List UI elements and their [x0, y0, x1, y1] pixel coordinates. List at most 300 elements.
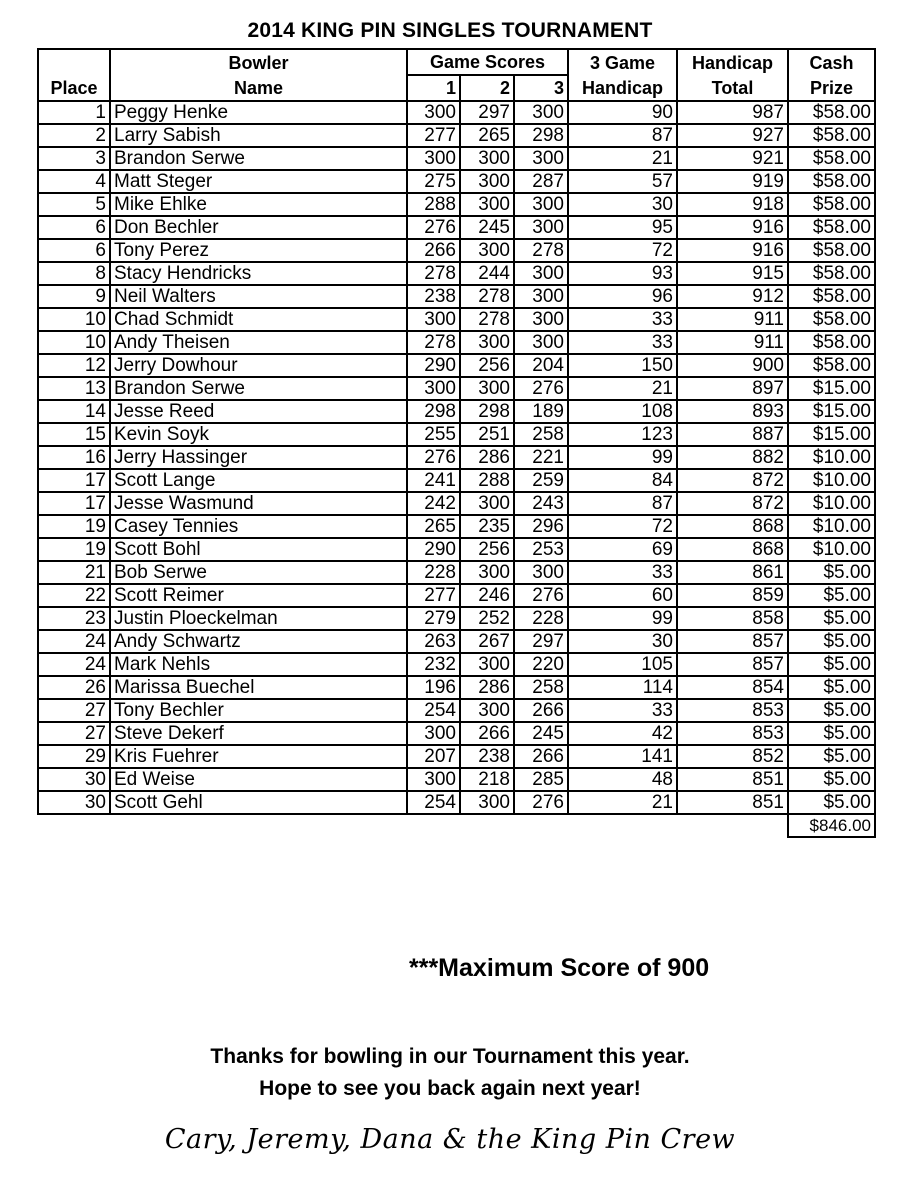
handicap-cell: 87: [568, 124, 677, 147]
header-row-top: [38, 49, 875, 75]
total-cell: 858: [677, 607, 788, 630]
header-game-scores: Game Scores: [407, 49, 568, 75]
table-row: [38, 584, 875, 607]
prize-cell: $5.00: [788, 699, 875, 722]
place-cell: 13: [38, 377, 110, 400]
game-2-cell: 300: [460, 492, 514, 515]
blank-cell: [38, 814, 788, 837]
header-total-top: Handicap: [677, 49, 788, 75]
prize-cell: $10.00: [788, 515, 875, 538]
game-3-cell: 259: [514, 469, 568, 492]
game-2-cell: 256: [460, 354, 514, 377]
game-1-cell: 228: [407, 561, 460, 584]
bowler-name-cell: Scott Bohl: [110, 538, 407, 561]
game-2-cell: 278: [460, 285, 514, 308]
total-cell: 853: [677, 722, 788, 745]
handicap-cell: 95: [568, 216, 677, 239]
table-row: [38, 170, 875, 193]
handicap-cell: 87: [568, 492, 677, 515]
header-row-bottom: [38, 75, 875, 101]
game-3-cell: 300: [514, 216, 568, 239]
total-cell: 919: [677, 170, 788, 193]
game-2-cell: 286: [460, 446, 514, 469]
game-1-cell: 241: [407, 469, 460, 492]
game-3-cell: 276: [514, 791, 568, 814]
prize-cell: $58.00: [788, 308, 875, 331]
bowler-name-cell: Mark Nehls: [110, 653, 407, 676]
handicap-cell: 30: [568, 193, 677, 216]
game-1-cell: 300: [407, 147, 460, 170]
handicap-cell: 33: [568, 699, 677, 722]
table-row: [38, 699, 875, 722]
prize-cell: $5.00: [788, 630, 875, 653]
game-2-cell: 300: [460, 561, 514, 584]
game-1-cell: 242: [407, 492, 460, 515]
total-cell: 861: [677, 561, 788, 584]
game-1-cell: 276: [407, 446, 460, 469]
handicap-cell: 90: [568, 101, 677, 124]
table-row: [38, 423, 875, 446]
game-1-cell: 254: [407, 791, 460, 814]
table-row: [38, 308, 875, 331]
game-1-cell: 207: [407, 745, 460, 768]
place-cell: 27: [38, 699, 110, 722]
total-cell: 911: [677, 331, 788, 354]
table-row: [38, 653, 875, 676]
place-cell: 30: [38, 791, 110, 814]
total-cell: 921: [677, 147, 788, 170]
table-row: [38, 492, 875, 515]
prize-cell: $5.00: [788, 584, 875, 607]
game-1-cell: 300: [407, 377, 460, 400]
game-2-cell: 246: [460, 584, 514, 607]
thanks-line-2: Hope to see you back again next year!: [259, 1077, 641, 1100]
handicap-cell: 33: [568, 331, 677, 354]
game-1-cell: 300: [407, 101, 460, 124]
table-row: [38, 216, 875, 239]
place-cell: 27: [38, 722, 110, 745]
game-2-cell: 286: [460, 676, 514, 699]
game-2-cell: 267: [460, 630, 514, 653]
place-cell: 17: [38, 469, 110, 492]
game-3-cell: 276: [514, 584, 568, 607]
bowler-name-cell: Brandon Serwe: [110, 377, 407, 400]
game-2-cell: 300: [460, 170, 514, 193]
place-cell: 8: [38, 262, 110, 285]
game-2-cell: 300: [460, 193, 514, 216]
total-cell: 857: [677, 653, 788, 676]
game-3-cell: 285: [514, 768, 568, 791]
prize-cell: $5.00: [788, 722, 875, 745]
game-2-cell: 297: [460, 101, 514, 124]
place-cell: 16: [38, 446, 110, 469]
total-cell: 915: [677, 262, 788, 285]
total-cell: 868: [677, 515, 788, 538]
game-3-cell: 266: [514, 699, 568, 722]
bowler-name-cell: Chad Schmidt: [110, 308, 407, 331]
bowler-name-cell: Peggy Henke: [110, 101, 407, 124]
prize-cell: $58.00: [788, 331, 875, 354]
header-game-3: 3: [514, 75, 568, 101]
table-row: [38, 124, 875, 147]
handicap-cell: 33: [568, 308, 677, 331]
prize-cell: $58.00: [788, 170, 875, 193]
game-2-cell: 300: [460, 653, 514, 676]
handicap-cell: 114: [568, 676, 677, 699]
table-row: [38, 193, 875, 216]
table-row: [38, 768, 875, 791]
game-3-cell: 300: [514, 147, 568, 170]
place-cell: 6: [38, 216, 110, 239]
place-cell: 2: [38, 124, 110, 147]
prize-total-row: [38, 814, 875, 837]
bowler-name-cell: Mike Ehlke: [110, 193, 407, 216]
results-table: [37, 48, 876, 838]
bowler-name-cell: Don Bechler: [110, 216, 407, 239]
game-1-cell: 290: [407, 354, 460, 377]
table-row: [38, 331, 875, 354]
bowler-name-cell: Jerry Dowhour: [110, 354, 407, 377]
header-prize-top: Cash: [788, 49, 875, 75]
game-1-cell: 300: [407, 768, 460, 791]
place-cell: 29: [38, 745, 110, 768]
thanks-message: [0, 1041, 900, 1105]
game-2-cell: 251: [460, 423, 514, 446]
game-3-cell: 221: [514, 446, 568, 469]
game-3-cell: 296: [514, 515, 568, 538]
place-cell: 9: [38, 285, 110, 308]
game-1-cell: 277: [407, 124, 460, 147]
header-place-top: [38, 49, 110, 75]
table-row: [38, 446, 875, 469]
game-3-cell: 300: [514, 331, 568, 354]
total-cell: 916: [677, 239, 788, 262]
page-title: 2014 KING PIN SINGLES TOURNAMENT: [247, 19, 653, 42]
handicap-cell: 57: [568, 170, 677, 193]
handicap-cell: 96: [568, 285, 677, 308]
total-cell: 887: [677, 423, 788, 446]
total-cell: 868: [677, 538, 788, 561]
place-cell: 12: [38, 354, 110, 377]
bowler-name-cell: Larry Sabish: [110, 124, 407, 147]
handicap-cell: 21: [568, 147, 677, 170]
table-row: [38, 101, 875, 124]
game-2-cell: 245: [460, 216, 514, 239]
table-row: [38, 400, 875, 423]
game-3-cell: 204: [514, 354, 568, 377]
total-cell: 859: [677, 584, 788, 607]
place-cell: 21: [38, 561, 110, 584]
handicap-cell: 60: [568, 584, 677, 607]
game-1-cell: 232: [407, 653, 460, 676]
game-1-cell: 278: [407, 331, 460, 354]
game-1-cell: 300: [407, 722, 460, 745]
table-row: [38, 745, 875, 768]
game-2-cell: 300: [460, 147, 514, 170]
place-cell: 23: [38, 607, 110, 630]
game-3-cell: 243: [514, 492, 568, 515]
table-row: [38, 561, 875, 584]
total-cell: 857: [677, 630, 788, 653]
table-row: [38, 676, 875, 699]
total-cell: 918: [677, 193, 788, 216]
game-2-cell: 252: [460, 607, 514, 630]
game-1-cell: 275: [407, 170, 460, 193]
total-cell: 853: [677, 699, 788, 722]
game-1-cell: 254: [407, 699, 460, 722]
game-1-cell: 238: [407, 285, 460, 308]
place-cell: 10: [38, 331, 110, 354]
bowler-name-cell: Kevin Soyk: [110, 423, 407, 446]
prize-cell: $58.00: [788, 262, 875, 285]
game-3-cell: 228: [514, 607, 568, 630]
game-2-cell: 300: [460, 791, 514, 814]
game-2-cell: 298: [460, 400, 514, 423]
game-2-cell: 266: [460, 722, 514, 745]
place-cell: 6: [38, 239, 110, 262]
table-row: [38, 722, 875, 745]
total-cell: 872: [677, 469, 788, 492]
header-game-1: 1: [407, 75, 460, 101]
place-cell: 19: [38, 538, 110, 561]
game-2-cell: 256: [460, 538, 514, 561]
place-cell: 3: [38, 147, 110, 170]
handicap-cell: 33: [568, 561, 677, 584]
game-3-cell: 300: [514, 262, 568, 285]
game-2-cell: 218: [460, 768, 514, 791]
game-3-cell: 297: [514, 630, 568, 653]
place-cell: 5: [38, 193, 110, 216]
handicap-cell: 99: [568, 607, 677, 630]
prize-cell: $58.00: [788, 285, 875, 308]
prize-cell: $15.00: [788, 400, 875, 423]
total-cell: 852: [677, 745, 788, 768]
bowler-name-cell: Stacy Hendricks: [110, 262, 407, 285]
header-prize: Prize: [788, 75, 875, 101]
prize-cell: $58.00: [788, 354, 875, 377]
table-row: [38, 607, 875, 630]
table-row: [38, 630, 875, 653]
game-1-cell: 278: [407, 262, 460, 285]
place-cell: 1: [38, 101, 110, 124]
bowler-name-cell: Tony Perez: [110, 239, 407, 262]
handicap-cell: 21: [568, 377, 677, 400]
table-row: [38, 354, 875, 377]
prize-cell: $58.00: [788, 101, 875, 124]
bowler-name-cell: Scott Reimer: [110, 584, 407, 607]
handicap-cell: 69: [568, 538, 677, 561]
total-cell: 916: [677, 216, 788, 239]
bowler-name-cell: Kris Fuehrer: [110, 745, 407, 768]
handicap-cell: 99: [568, 446, 677, 469]
handicap-cell: 123: [568, 423, 677, 446]
handicap-cell: 72: [568, 515, 677, 538]
game-3-cell: 253: [514, 538, 568, 561]
place-cell: 24: [38, 630, 110, 653]
game-3-cell: 300: [514, 308, 568, 331]
prize-cell: $5.00: [788, 768, 875, 791]
prize-cell: $58.00: [788, 239, 875, 262]
bowler-name-cell: Andy Schwartz: [110, 630, 407, 653]
table-row: [38, 285, 875, 308]
bowler-name-cell: Casey Tennies: [110, 515, 407, 538]
header-total: Total: [677, 75, 788, 101]
game-3-cell: 298: [514, 124, 568, 147]
total-cell: 893: [677, 400, 788, 423]
prize-cell: $5.00: [788, 676, 875, 699]
game-1-cell: 290: [407, 538, 460, 561]
game-1-cell: 276: [407, 216, 460, 239]
header-place: Place: [38, 75, 110, 101]
prize-cell: $15.00: [788, 423, 875, 446]
game-3-cell: 278: [514, 239, 568, 262]
game-1-cell: 300: [407, 308, 460, 331]
game-1-cell: 277: [407, 584, 460, 607]
bowler-name-cell: Marissa Buechel: [110, 676, 407, 699]
maximum-score-note: ***Maximum Score of 900: [409, 954, 710, 982]
bowler-name-cell: Jesse Wasmund: [110, 492, 407, 515]
total-cell: 851: [677, 791, 788, 814]
place-cell: 22: [38, 584, 110, 607]
prize-cell: $5.00: [788, 561, 875, 584]
game-1-cell: 279: [407, 607, 460, 630]
handicap-cell: 72: [568, 239, 677, 262]
total-cell: 854: [677, 676, 788, 699]
handicap-cell: 141: [568, 745, 677, 768]
bowler-name-cell: Jesse Reed: [110, 400, 407, 423]
prize-cell: $58.00: [788, 147, 875, 170]
table-row: [38, 791, 875, 814]
game-1-cell: 266: [407, 239, 460, 262]
handicap-cell: 42: [568, 722, 677, 745]
game-2-cell: 238: [460, 745, 514, 768]
total-cell: 927: [677, 124, 788, 147]
signature: Cary, Jeremy, Dana & the King Pin Crew: [164, 1124, 736, 1155]
game-3-cell: 276: [514, 377, 568, 400]
place-cell: 19: [38, 515, 110, 538]
game-3-cell: 287: [514, 170, 568, 193]
bowler-name-cell: Ed Weise: [110, 768, 407, 791]
total-cell: 911: [677, 308, 788, 331]
place-cell: 30: [38, 768, 110, 791]
bowler-name-cell: Justin Ploeckelman: [110, 607, 407, 630]
place-cell: 24: [38, 653, 110, 676]
game-2-cell: 300: [460, 331, 514, 354]
game-2-cell: 244: [460, 262, 514, 285]
game-2-cell: 235: [460, 515, 514, 538]
game-2-cell: 265: [460, 124, 514, 147]
game-3-cell: 300: [514, 285, 568, 308]
table-row: [38, 147, 875, 170]
prize-cell: $5.00: [788, 791, 875, 814]
table-row: [38, 377, 875, 400]
game-3-cell: 258: [514, 423, 568, 446]
header-bowler-top: Bowler: [110, 49, 407, 75]
bowler-name-cell: Scott Gehl: [110, 791, 407, 814]
table-row: [38, 262, 875, 285]
total-cell: 987: [677, 101, 788, 124]
prize-cell: $58.00: [788, 193, 875, 216]
prize-cell: $10.00: [788, 446, 875, 469]
game-3-cell: 189: [514, 400, 568, 423]
prize-cell: $5.00: [788, 745, 875, 768]
game-1-cell: 255: [407, 423, 460, 446]
game-1-cell: 298: [407, 400, 460, 423]
game-1-cell: 263: [407, 630, 460, 653]
prize-cell: $10.00: [788, 492, 875, 515]
table-row: [38, 469, 875, 492]
game-3-cell: 220: [514, 653, 568, 676]
game-2-cell: 278: [460, 308, 514, 331]
game-3-cell: 300: [514, 101, 568, 124]
prize-cell: $5.00: [788, 607, 875, 630]
bowler-name-cell: Steve Dekerf: [110, 722, 407, 745]
game-3-cell: 300: [514, 561, 568, 584]
handicap-cell: 48: [568, 768, 677, 791]
handicap-cell: 21: [568, 791, 677, 814]
game-2-cell: 288: [460, 469, 514, 492]
game-1-cell: 265: [407, 515, 460, 538]
bowler-name-cell: Andy Theisen: [110, 331, 407, 354]
place-cell: 4: [38, 170, 110, 193]
handicap-cell: 93: [568, 262, 677, 285]
game-3-cell: 300: [514, 193, 568, 216]
place-cell: 14: [38, 400, 110, 423]
handicap-cell: 105: [568, 653, 677, 676]
handicap-cell: 30: [568, 630, 677, 653]
game-3-cell: 258: [514, 676, 568, 699]
header-handicap-top: 3 Game: [568, 49, 677, 75]
place-cell: 15: [38, 423, 110, 446]
prize-cell: $10.00: [788, 469, 875, 492]
place-cell: 26: [38, 676, 110, 699]
total-cell: 872: [677, 492, 788, 515]
table-row: [38, 239, 875, 262]
prize-cell: $58.00: [788, 124, 875, 147]
prize-cell: $5.00: [788, 653, 875, 676]
bowler-name-cell: Tony Bechler: [110, 699, 407, 722]
prize-cell: $10.00: [788, 538, 875, 561]
header-bowler-name: Name: [110, 75, 407, 101]
bowler-name-cell: Bob Serwe: [110, 561, 407, 584]
game-2-cell: 300: [460, 699, 514, 722]
total-cell: 900: [677, 354, 788, 377]
game-3-cell: 245: [514, 722, 568, 745]
game-2-cell: 300: [460, 377, 514, 400]
table-row: [38, 515, 875, 538]
prize-cell: $15.00: [788, 377, 875, 400]
header-handicap: Handicap: [568, 75, 677, 101]
handicap-cell: 84: [568, 469, 677, 492]
handicap-cell: 108: [568, 400, 677, 423]
total-cell: 882: [677, 446, 788, 469]
prize-cell: $58.00: [788, 216, 875, 239]
game-3-cell: 266: [514, 745, 568, 768]
game-2-cell: 300: [460, 239, 514, 262]
game-1-cell: 196: [407, 676, 460, 699]
table-row: [38, 538, 875, 561]
thanks-line-1: Thanks for bowling in our Tournament this year.: [210, 1045, 690, 1068]
bowler-name-cell: Jerry Hassinger: [110, 446, 407, 469]
header-game-2: 2: [460, 75, 514, 101]
bowler-name-cell: Brandon Serwe: [110, 147, 407, 170]
place-cell: 17: [38, 492, 110, 515]
prize-total: $846.00: [788, 814, 875, 837]
bowler-name-cell: Matt Steger: [110, 170, 407, 193]
total-cell: 851: [677, 768, 788, 791]
total-cell: 912: [677, 285, 788, 308]
handicap-cell: 150: [568, 354, 677, 377]
